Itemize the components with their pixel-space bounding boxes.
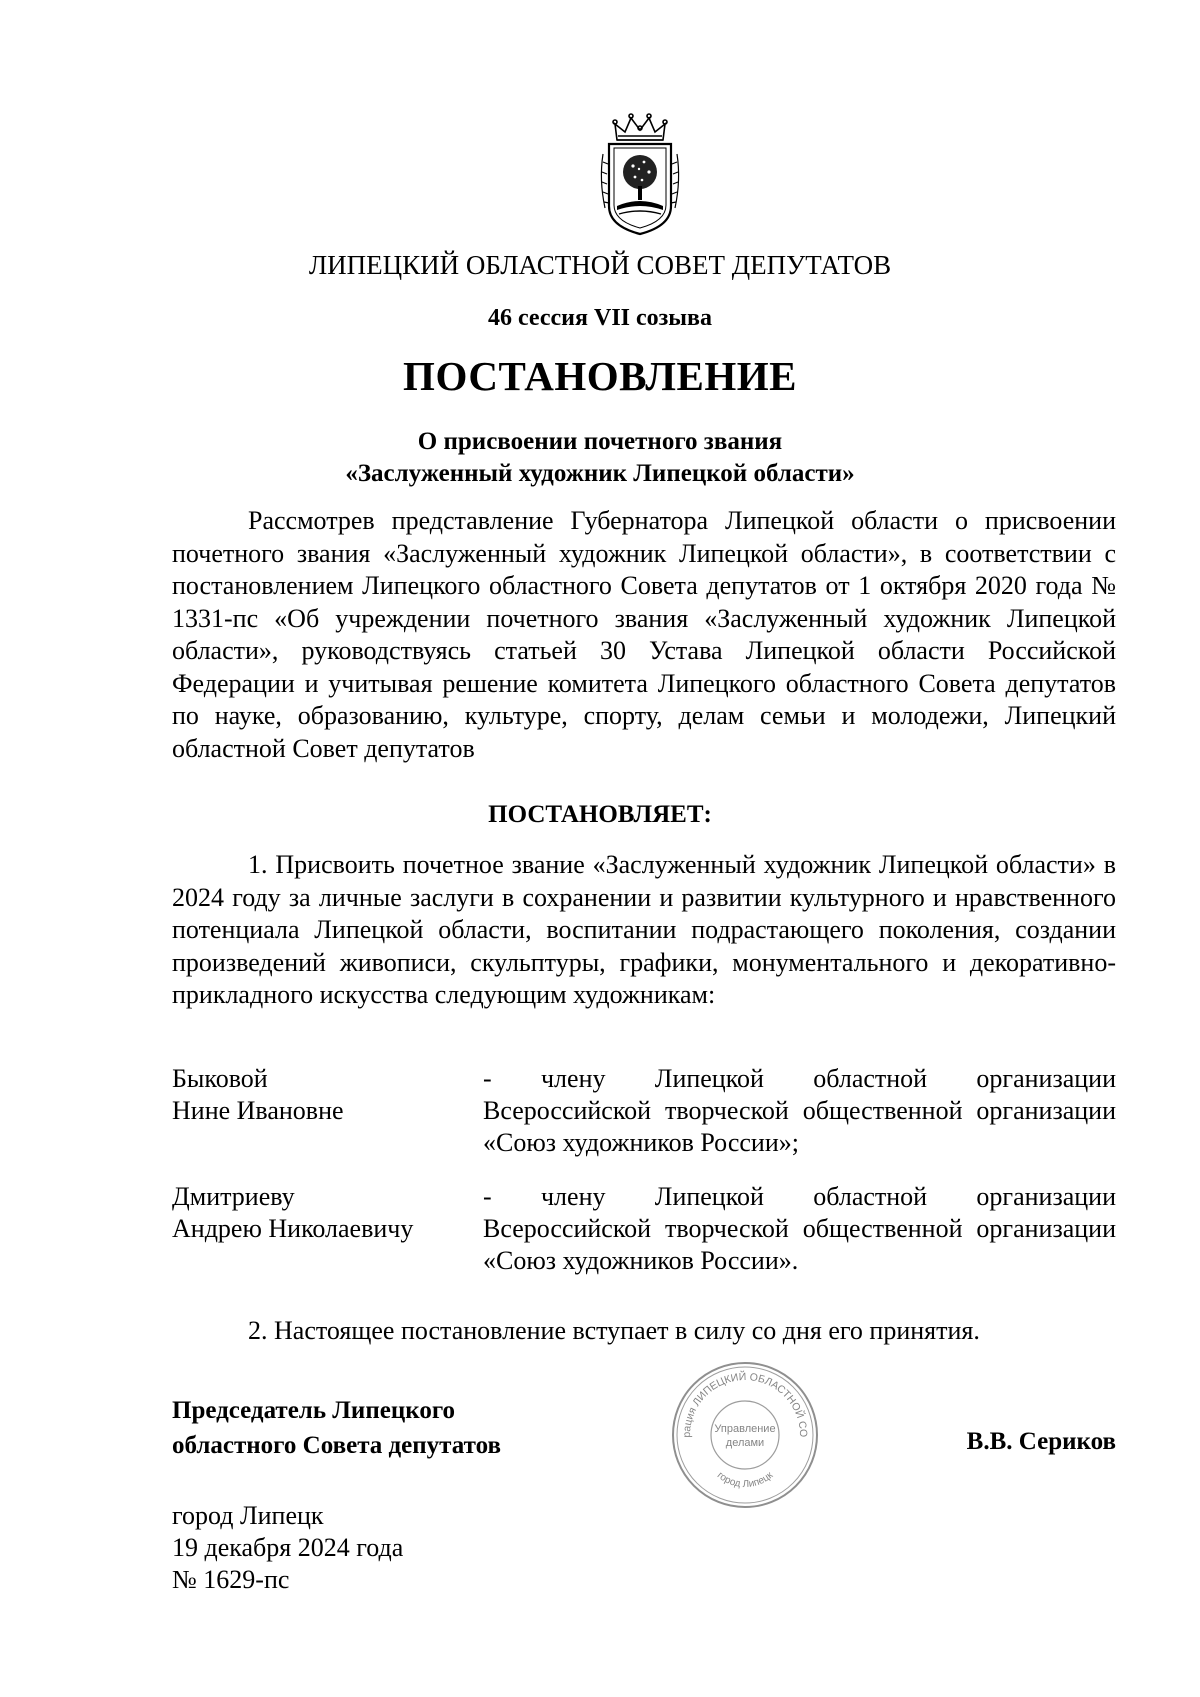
signatory-name: В.В. Сериков (966, 1428, 1116, 1455)
awardee-1-given-names: Нине Ивановне (172, 1096, 344, 1125)
svg-text:город Липецк: город Липецк (714, 1469, 776, 1491)
svg-text:Управление: Управление (714, 1423, 776, 1435)
awardee-1-description: - члену Липецкой областной организации Всероссийской творческой общественной организации «Союз художников России»; (483, 1064, 1116, 1157)
organization-name: ЛИПЕЦКИЙ ОБЛАСТНОЙ СОВЕТ ДЕПУТАТОВ (308, 250, 892, 280)
item-2-paragraph: 2. Настоящее постановление вступает в силу со дня его принятия. (248, 1316, 980, 1345)
svg-text:делами: делами (725, 1437, 765, 1449)
awardee-1-name (172, 1063, 462, 1127)
awardee-2-name (172, 1181, 462, 1245)
document-type-title: ПОСТАНОВЛЕНИЕ (403, 353, 797, 399)
lipetsk-coat-of-arms-icon (595, 110, 685, 238)
footer-number: № 1629-пс (172, 1565, 290, 1594)
subject-line-1: О присвоении почетного звания (417, 428, 783, 455)
awardee-2-given-names: Андрею Николаевичу (172, 1214, 414, 1243)
official-seal-icon (670, 1360, 820, 1510)
session-label: 46 сессия VII созыва (487, 305, 712, 331)
preamble-paragraph: Рассмотрев представление Губернатора Липецкой области о присвоении почетного звания «Заслуженный художник Липецкой области», в соответствии с постановлением Липецкого областного Совета депутатов от 1 октября 2020 года № 1331-пс «Об учреждении почетного звания «Заслуженный художник Липецкой области», руководствуясь статьей 30 Устава Липецкой области Российской Федерации и учитывая решение комитета Липецкого областного Совета депутатов по науке, образованию, культуре, спорту, делам семьи и молодежи, Липецкий областной Совет депутатов (172, 506, 1116, 763)
subject-line-2: «Заслуженный художник Липецкой области» (345, 460, 855, 487)
decides-heading: ПОСТАНОВЛЯЕТ: (488, 801, 712, 828)
item-1-paragraph: 1. Присвоить почетное звание «Заслуженный художник Липецкой области» в 2024 году за личные заслуги в сохранении и развитии культурного и нравственного потенциала Липецкой области, воспитании подрастающего поколения, создании произведений живописи, скульптуры, графики, монументального и декоративно-прикладного искусства следующим художникам: (172, 850, 1116, 1009)
footer-city: город Липецк (172, 1501, 324, 1530)
awardee-1-surname: Быковой (172, 1064, 268, 1093)
signatory-title (172, 1393, 592, 1463)
signatory-title-line-1: Председатель Липецкого (172, 1397, 456, 1424)
awardee-2-description: - члену Липецкой областной организации Всероссийской творческой общественной организации «Союз художников России». (483, 1182, 1116, 1275)
awardee-2-surname: Дмитриеву (172, 1182, 295, 1211)
document-footer (172, 1500, 572, 1596)
signatory-title-line-2: областного Совета депутатов (172, 1432, 501, 1459)
svg-text:Российская Федерация ЛИПЕЦКИЙ: рация ЛИПЕЦКИЙ ОБЛАСТНОЙ СО (680, 1370, 810, 1438)
footer-date: 19 декабря 2024 года (172, 1533, 404, 1562)
